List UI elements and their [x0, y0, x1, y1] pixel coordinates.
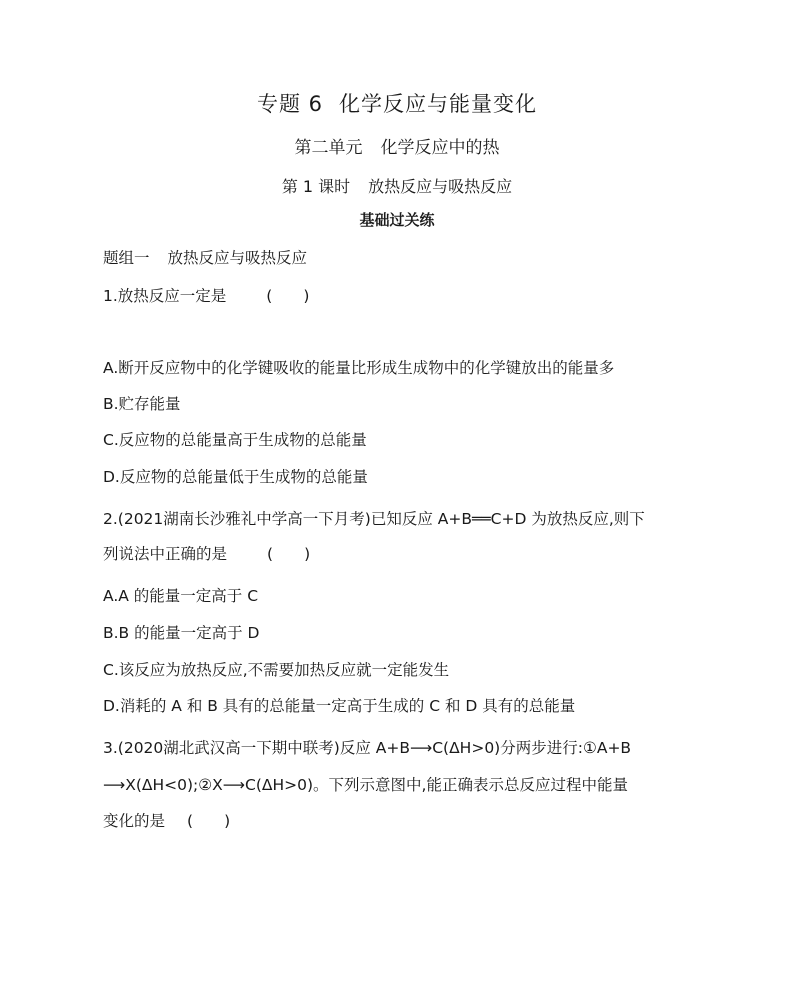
- q2-option-a: A.A 的能量一定高于 C: [103, 587, 259, 605]
- q2-option-c: C.该反应为放热反应,不需要加热反应就一定能发生: [103, 661, 450, 679]
- question-3-stem-line-1: 3.(2020湖北武汉高一下期中联考)反应 A+B⟶C(ΔH>0)分两步进行:①A+B: [103, 739, 632, 757]
- q1-option-a: A.断开反应物中的化学键吸收的能量比形成生成物中的化学键放出的能量多: [103, 359, 615, 377]
- q2-option-d: D.消耗的 A 和 B 具有的总能量一定高于生成的 C 和 D 具有的总能量: [103, 697, 576, 715]
- unit-heading: [0, 133, 794, 158]
- unit-label: 第二单元: [294, 138, 363, 158]
- topic-heading: [0, 88, 794, 118]
- question-group-heading: [103, 246, 307, 268]
- q1-option-d: D.反应物的总能量低于生成物的总能量: [103, 468, 368, 486]
- question-2-stem-line-1: 2.(2021湖南长沙雅礼中学高一下月考)已知反应 A+B══C+D 为放热反应,则下: [103, 510, 645, 528]
- lesson-label: 第 1 课时: [281, 177, 351, 196]
- topic-title: 化学反应与能量变化: [339, 92, 538, 116]
- group-label: 题组一: [103, 249, 150, 267]
- question-2-stem-line-2: [103, 542, 310, 564]
- section-title: 基础过关练: [359, 211, 435, 229]
- question-1-text: 1.放热反应一定是: [103, 287, 227, 305]
- question-3-text: 变化的是: [103, 812, 166, 830]
- q1-option-c: C.反应物的总能量高于生成物的总能量: [103, 431, 367, 449]
- answer-blank: ( ): [187, 812, 231, 830]
- question-1-stem: [103, 284, 309, 306]
- question-3-stem-line-3: [103, 809, 230, 831]
- group-title: 放热反应与吸热反应: [167, 249, 308, 267]
- unit-title: 化学反应中的热: [380, 138, 500, 158]
- topic-label: 专题 6: [256, 92, 324, 116]
- lesson-title: 放热反应与吸热反应: [368, 177, 513, 196]
- q2-option-b: B.B 的能量一定高于 D: [103, 624, 260, 642]
- answer-blank: ( ): [267, 545, 311, 563]
- question-3-stem-line-2: ⟶X(ΔH<0);②X⟶C(ΔH>0)。下列示意图中,能正确表示总反应过程中能量: [103, 776, 628, 794]
- question-2-text: 列说法中正确的是: [103, 545, 228, 563]
- answer-blank: ( ): [266, 287, 310, 305]
- lesson-heading: [0, 174, 794, 197]
- q1-option-b: B.贮存能量: [103, 395, 181, 413]
